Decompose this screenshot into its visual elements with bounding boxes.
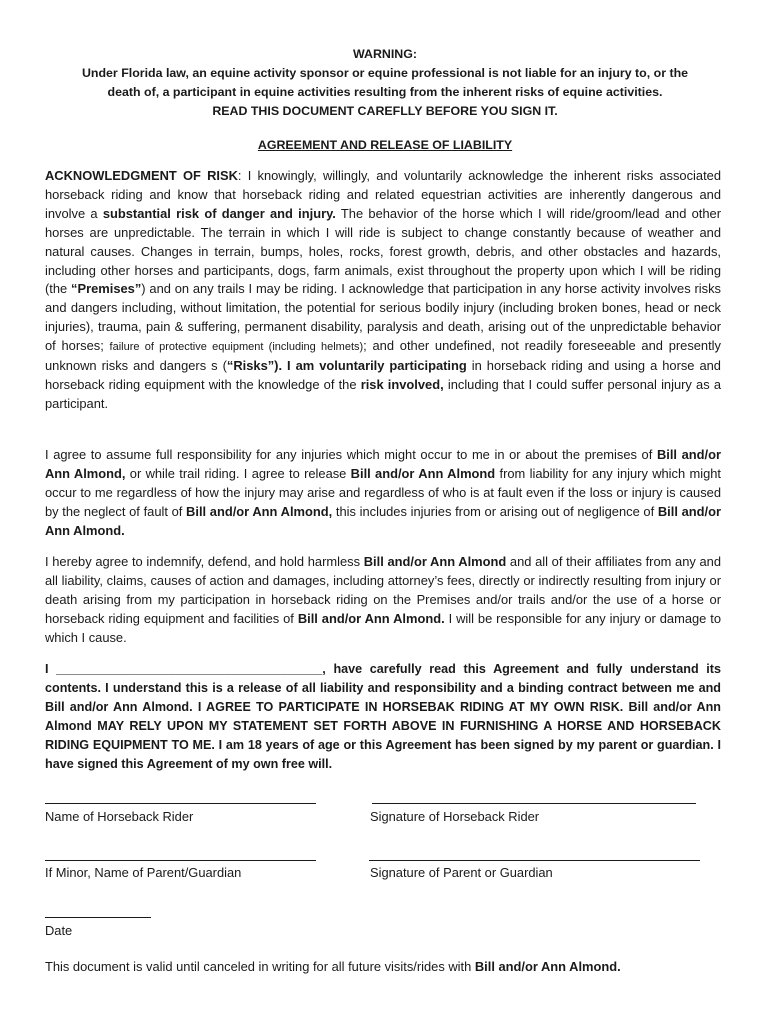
indemnify-paragraph [45, 553, 721, 648]
para1-text-3: ) and on any trails I may be riding. I acknowledge that participation in any horse activity involves risks and dangers including, without limitation, the potential for serious bodily injury (including broken bones, head or neck injuries), trauma, pain & suffering, permanent disability, paralysis and death, arising out of the unpredictable behavior of horses; [45, 281, 721, 354]
para2-bold-4: Bill and/or Ann Almond. [45, 503, 721, 538]
rider-name-label: Name of Horseback Rider [45, 809, 194, 824]
guardian-signature-line[interactable] [369, 860, 700, 861]
para1-bold-1: substantial risk of danger and injury. [102, 205, 336, 221]
para2-bold-2: Bill and/or Ann Almond [350, 465, 496, 481]
rider-signature-label: Signature of Horseback Rider [370, 809, 540, 824]
para3-text-3: I will be responsible for any injury or damage to which I cause. [45, 610, 722, 645]
guardian-name-line[interactable] [45, 860, 316, 861]
validity-footer [45, 959, 735, 974]
acknowledgment-of-risk-paragraph [45, 167, 721, 414]
para1-text-6: including that I could suffer personal injury as a participant. [45, 376, 721, 411]
risks-term: “Risks”). I am voluntarily participating [226, 358, 467, 374]
para1-text-2: The behavior of the horse which I will ride/groom/lead and other horses are unpredictable. The terrain in which I will ride is subject to change constantly because of weather and natural causes. Changes in terrain, bumps, holes, rocks, forest growth, debris, and other obstacles and hazards, including other horses and participants, dogs, farm animals, exist throughout the property upon which I will be riding (the [45, 205, 721, 297]
rider-name-line[interactable] [45, 803, 316, 804]
para2-text-4: this includes injuries from or arising out of negligence of [332, 503, 658, 519]
para2-bold-1: Bill and/or Ann Almond, [45, 447, 722, 481]
para1-text-4: ; and other undefined, not readily foreseeable and presently unknown risks and dangers s ( [45, 338, 721, 374]
footer-bold: Bill and/or Ann Almond. [474, 959, 621, 974]
assume-responsibility-paragraph [45, 446, 721, 541]
rider-signature-line[interactable] [372, 803, 696, 804]
footer-text: This document is valid until canceled in writing for all future visits/rides with [45, 959, 475, 974]
para1-text-5: in horseback riding and using a horse and horseback riding equipment with the knowledge of the [45, 358, 721, 392]
guardian-signature-label: Signature of Parent or Guardian [370, 865, 553, 880]
para1-text-1: : I knowingly, willingly, and voluntarily acknowledge the inherent risks associated horseback riding and know that horseback riding and related equestrian activities are inherently dangerous and involve a [45, 168, 721, 221]
para3-bold-1: Bill and/or Ann Almond [363, 554, 507, 569]
para3-text-1: I hereby agree to indemnify, defend, and hold harmless [45, 554, 364, 569]
guardian-name-label: If Minor, Name of Parent/Guardian [45, 865, 242, 880]
para3-bold-2: Bill and/or Ann Almond. [297, 610, 445, 626]
acknowledgment-lead: ACKNOWLEDGMENT OF RISK [45, 168, 238, 183]
date-label: Date [45, 923, 73, 938]
risk-involved-term: risk involved, [360, 376, 444, 392]
agreement-title: AGREEMENT AND RELEASE OF LIABILITY [257, 138, 513, 152]
consent-statement-text: I ______________________________________, have carefully read this Agreement and fully understand its contents. I understand this is a release of all liability and responsibility and a binding contract between me and Bill and/or Ann Almond. I AGREE TO PARTICIPATE IN HORSEBAK RIDING AT MY OWN RISK. Bill and/or Ann Almond MAY RELY UPON MY STATEMENT SET FORTH ABOVE IN FURNISHING A HORSE AND HORSEBACK RIDING EQUIPMENT TO ME. I am 18 years of age or this Agreement has been signed by my parent or guardian. I have signed this Agreement of my own free will. [45, 662, 721, 771]
premises-term: “Premises” [71, 281, 142, 297]
warning-label: WARNING: [352, 47, 417, 61]
para3-text-2: and all of their affiliates from any and all liability, claims, causes of action and damages, including attorney’s fees, directly or indirectly resulting from injury or death arising from my participation in horseback riding on the Premises and/or trails and/or the use of a horse or horseback riding equipment and facilities of [45, 554, 721, 626]
florida-law-line-1: Under Florida law, an equine activity sponsor or equine professional is not liable for an injury to, or the [81, 66, 689, 80]
para1-small-text: failure of protective equipment (including helmets) [109, 341, 364, 354]
florida-law-line-2: death of, a participant in equine activities resulting from the inherent risks of equine activities. [107, 85, 663, 99]
para2-bold-3: Bill and/or Ann Almond, [186, 503, 333, 519]
warning-header [40, 45, 730, 121]
date-line[interactable] [45, 917, 151, 918]
para2-text-2: or while trail riding. I agree to release [125, 465, 351, 481]
para2-text-1: I agree to assume full responsibility for any injuries which might occur to me in or about the premises of [45, 447, 657, 462]
para2-text-3: from liability for any injury which might occur to me regardless of how the injury may arise and regardless of who is at fault even if the loss or injury is caused by the neglect of fault of [45, 465, 722, 519]
consent-statement-paragraph [45, 660, 721, 773]
read-notice: READ THIS DOCUMENT CAREFLLY BEFORE YOU SIGN IT. [212, 104, 558, 118]
